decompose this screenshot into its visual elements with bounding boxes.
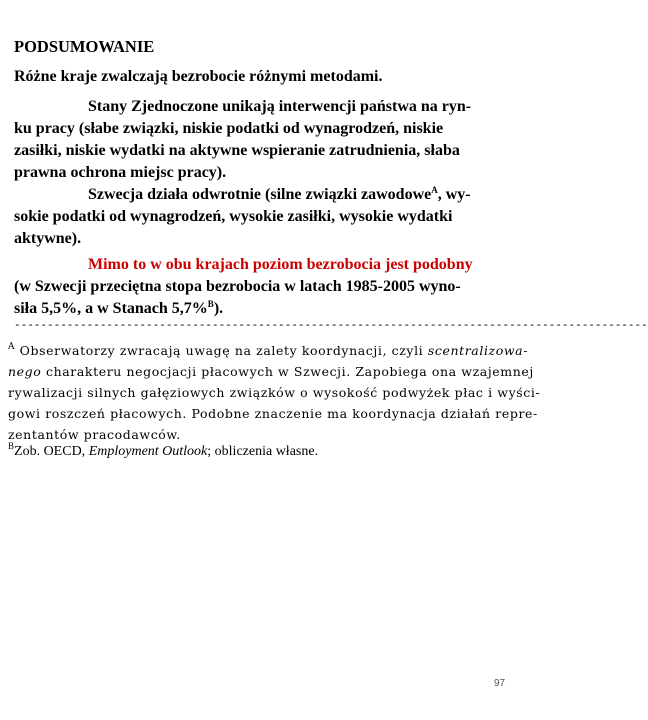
footnote-b [8,442,318,462]
footnote-ref-b: B [207,299,214,309]
usa-line: zasiłki, niskie wydatki na aktywne wspieranie zatrudnienia, słaba [14,142,460,159]
footnote-a-line: gowi roszczeń płacowych. Podobne znaczenie ma koordynacja działań repre- [8,406,538,421]
footnote-separator: ------------------------------------------------------------------------------------------------ [14,320,648,332]
conclusion-line [14,298,223,320]
page-title: PODSUMOWANIE [14,37,155,56]
usa-line: ku pracy (słabe związki, niskie podatki od wynagrodzeń, niskie [14,120,444,137]
footnote-ref-a: A [431,185,438,195]
footnote-text: Obserwatorzy zwracają uwagę na zalety koordynacji, czyli [15,343,428,358]
usa-line: Stany Zjednoczone unikają interwencji państwa na ryn- [88,98,472,115]
conclusion-text: ). [213,300,224,317]
sweden-line: aktywne). [14,230,82,247]
conclusion-text: siła 5,5%, a w Stanach 5,7% [14,300,208,317]
sweden-line: sokie podatki od wynagrodzeń, wysokie zasiłki, wysokie wydatki [14,208,453,225]
sweden-text: , wy- [437,186,471,203]
footnote-text: Zob. OECD, [14,444,89,459]
footnote-a-line [8,340,528,361]
footnote-marker-a: A [8,342,16,352]
footnote-a-line: rywalizacji silnych gałęziowych związków o wysokość podwyżek płac i wyści- [8,385,541,400]
sweden-text: Szwecja działa odwrotnie (silne związki zawodowe [88,186,432,203]
footnote-italic: Employment Outlook [88,444,208,459]
footnote-a-line [8,361,534,382]
conclusion-line: Mimo to w obu krajach poziom bezrobocia jest podobny [88,256,473,273]
footnote-text: charakteru negocjacji płacowych w Szwecji. Zapobiega ona wzajemnej [41,364,534,379]
footnote-text: ; obliczenia własne. [207,444,319,459]
footnote-marker-b: B [8,441,15,451]
footnote-italic: scentralizowa- [427,343,529,358]
sweden-line [88,184,471,206]
intro-sentence: Różne kraje zwalczają bezrobocie różnymi metodami. [14,68,383,85]
usa-line: prawna ochrona miejsc pracy). [14,164,227,181]
conclusion-line: (w Szwecji przeciętna stopa bezrobocia w latach 1985-2005 wyno- [14,278,461,295]
page-number: 97 [494,678,506,689]
footnote-a-line: zentantów pracodawców. [8,427,181,442]
footnote-italic: nego [8,364,42,379]
